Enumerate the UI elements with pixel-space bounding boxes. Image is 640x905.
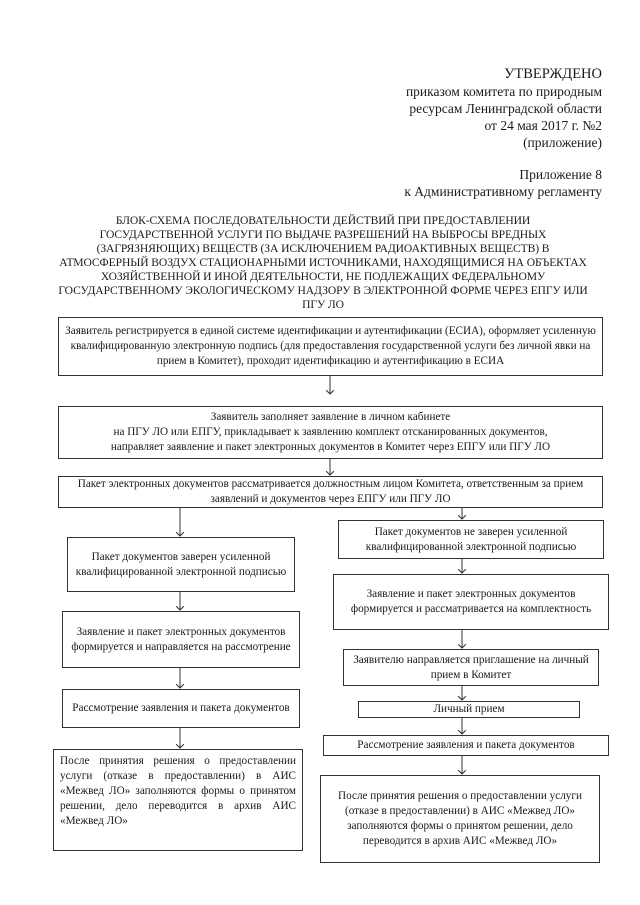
right-completeness-text: Заявление и пакет электронных документов формируется и рассматривается на комплектность	[350, 588, 592, 615]
order-line-1: приказом комитета по природным	[405, 84, 602, 99]
right-not-signed-text: Пакет документов не заверен усиленной квалифицированной электронной подписью	[365, 525, 577, 553]
right-completeness	[333, 574, 609, 630]
right-invitation-text: Заявителю направляется приглашение на личный прием в Комитет	[353, 653, 589, 681]
order-date: от 24 мая 2017 г. №2	[484, 118, 602, 133]
right-decision-text: После принятия решения о предоставлении услуги (отказе в предоставлении) в АИС «Межвед ЛО» заполняются формы о принятом решении, дело переводится в архив АИС «Межвед ЛО»	[338, 790, 582, 847]
left-consider-text: Рассмотрение заявления и пакета документов	[72, 702, 290, 714]
order-line-2: ресурсам Ленинградской области	[409, 101, 602, 116]
step-register-esia	[58, 317, 603, 376]
right-consider-text: Рассмотрение заявления и пакета документов	[357, 739, 575, 751]
approval-header	[406, 66, 602, 151]
right-personal	[358, 701, 580, 718]
flowchart-title: БЛОК-СХЕМА ПОСЛЕДОВАТЕЛЬНОСТИ ДЕЙСТВИЙ ПРИ ПРЕДОСТАВЛЕНИИ ГОСУДАРСТВЕННОЙ УСЛУГИ ПО ВЫДАЧЕ РАЗРЕШЕНИЙ НА ВЫБРОСЫ ВРЕДНЫХ (ЗАГРЯЗНЯЮЩИХ) ВЕЩЕСТВ (ЗА ИСКЛЮЧЕНИЕМ РАДИОАКТИВНЫХ ВЕЩЕСТВ) В АТМОСФЕРНЫЙ ВОЗДУХ СТАЦИОНАРНЫМИ ИСТОЧНИКАМИ, НАХОДЯЩИМИСЯ НА ОБЪЕКТАХ ХОЗЯЙСТВЕННОЙ И ИНОЙ ДЕЯТЕЛЬНОСТИ, НЕ ПОДЛЕЖАЩИХ ФЕДЕРАЛЬНОМУ ГОСУДАРСТВЕННОМУ ЭКОЛОГИЧЕСКОМУ НАДЗОРУ В ЭЛЕКТРОННОЙ ФОРМЕ ЧЕРЕЗ ЕПГУ ИЛИ ПГУ ЛО	[58, 214, 588, 311]
left-signed-text: Пакет документов заверен усиленной квалифицированной электронной подписью	[75, 550, 287, 578]
appendix-number: Приложение 8	[519, 167, 602, 182]
order-appendix: (приложение)	[523, 135, 602, 150]
step-fill-application	[58, 406, 603, 459]
step-review-text: Пакет электронных документов рассматривается должностным лицом Комитета, ответственным за прием заявлений и документов через ЕПГУ или ПГУ ЛО	[77, 478, 584, 505]
left-decision-text: После принятия решения о предоставлении услуги (отказе в предоставлении) в АИС «Межвед ЛО» заполняются формы о принятом решении, дело переводится в архив АИС «Межвед ЛО»	[60, 755, 296, 827]
step-fill-line-2: на ПГУ ЛО или ЕПГУ, прикладывает к заявлению комплект отсканированных документов,	[113, 426, 548, 438]
step-fill-line-3: направляет заявление и пакет электронных документов в Комитет через ЕПГУ или ПГУ ЛО	[110, 441, 551, 453]
step-register-text: Заявитель регистрируется в единой системе идентификации и аутентификации (ЕСИА), оформляет усиленную квалифицированную электронную подпись (для предоставления государственной услуги без личной явки на прием в Комитет), проходит идентификацию и аутентификацию в ЕСИА	[65, 325, 596, 367]
right-decision	[320, 775, 600, 863]
step-fill-line-1: Заявитель заполняет заявление в личном кабинете	[210, 411, 451, 423]
appendix-regulation: к Административному регламенту	[404, 184, 602, 199]
left-formed-text: Заявление и пакет электронных документов формируется и направляется на рассмотрение	[71, 625, 291, 653]
step-review-package	[58, 476, 603, 508]
right-consider	[323, 735, 609, 756]
appendix-header	[404, 166, 602, 200]
approved-label: УТВЕРЖДЕНО	[504, 66, 602, 82]
left-formed	[62, 611, 300, 668]
right-invitation	[343, 649, 599, 686]
left-consider	[62, 689, 300, 728]
left-decision	[53, 749, 303, 851]
left-signed	[67, 537, 295, 592]
right-not-signed	[338, 520, 604, 559]
right-personal-text: Личный прием	[433, 703, 505, 715]
